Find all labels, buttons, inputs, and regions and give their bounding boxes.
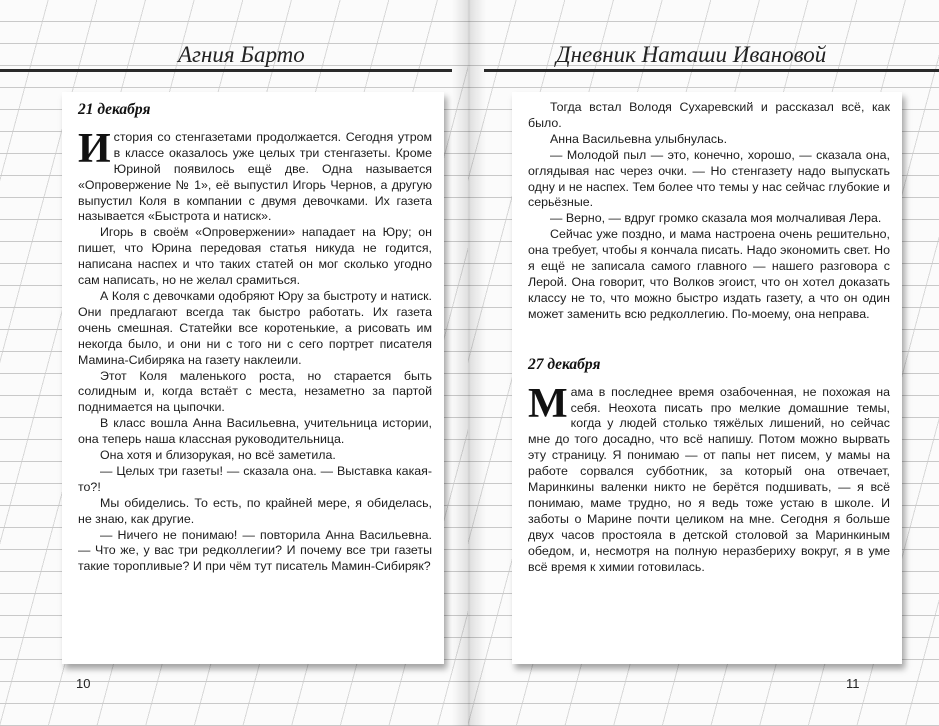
paragraph: — Целых три газеты! — сказала она. — Выставка какая-то?! [78,463,432,494]
header-rule [0,69,452,72]
paragraph: А Коля с девочками одобряют Юру за быстроту и натиск. Они предлагают всегда так быстро работать. Их газета очень смешная. Статейки все коротенькие, а рисовать им некогда было, и они ни с того ни с сего портрет писателя Мамина-Сибиряка на газету наклеили. [78,288,432,367]
paragraph-text: стория со стенгазетами продолжается. Сегодня утром в классе оказалось уже целых три стенгазеты. Кроме Юриной появилось ещё две. Одна называется «Опровержение № 1», её выпустил Игорь Чернов, а другую выпустил Коля в компании с двумя девочками. Их газета называется «Быстрота и натиск». [78,129,432,224]
paragraph [528,380,890,576]
paragraph-text: ама в последнее время озабоченная, не похожая на себя. Неохота писать про мелкие домашние темы, когда у людей столько тяжёлых лишений, но сейчас мне до того досадно, что всё напишу. Потом можно вырвать эту страницу. Я понимаю — от папы нет писем, у мамы на работе сорвался субботник, за который она отвечает, Маринкины валенки никто не берётся подшивать, — я всё понимаю, маме трудно, но я ведь тоже устаю в школе. И заботы о Марине почти целиком на мне. Сегодня я больше двух часов простояла в детской столовой за Маринкиным обедом, и, несмотря на полную неразбериху вокруг, я в уме всё время к химии готовилась. [528,384,890,574]
right-page [468,0,939,726]
paragraph: Мы обиделись. То есть, по крайней мере, я обиделась, не знаю, как другие. [78,495,432,526]
paragraph: — Верно, — вдруг громко сказала моя молчаливая Лера. [550,211,882,226]
header-rule [484,69,939,72]
paragraph: Анна Васильевна улыбнулась. [550,131,728,146]
drop-cap: М [528,380,568,427]
running-head-title: Дневник Наташи Ивановой [556,42,827,67]
left-page [0,0,468,726]
entry-date: 21 декабря [78,101,151,118]
paragraph: В класс вошла Анна Васильевна, учительница истории, она теперь наша классная руководительница. [78,416,432,447]
paragraph: — Ничего не понимаю! — повторила Анна Васильевна. — Что же, у вас три редколлегии? И почему все три газеты такие торопливые? И при чём тут писатель Мамин-Сибиряк? [78,527,432,574]
paragraph [78,125,432,225]
book-gutter [452,0,486,726]
paragraph: — Молодой пыл — это, конечно, хорошо, — сказала она, оглядывая нас через очки. — Но стенгазету надо выпускать одну и не наспех. Тем более что темы у нас сейчас глубокие и серьёзные. [528,147,890,210]
running-head-author: Агния Барто [178,42,305,67]
paragraph: Игорь в своём «Опровержении» нападает на Юру; он пишет, что Юрина передовая статья никуда не годится, написана наспех и что таких статей он мог сколько угодно сам написать, но не желал срамиться. [78,225,432,288]
paragraph: Сейчас уже поздно, и мама настроена очень решительно, она требует, чтобы я кончала писать. Надо экономить свет. Но я ещё не записала самого главного — нашего разговора с Лерой. Она говорит, что Волков эгоист, что он хотел доказать классу не то, что можно быстро издать газету, а что он один может заменить всю редколлегию. По-моему, она неправа. [528,227,890,321]
right-text-box [512,92,902,664]
page-number: 10 [76,676,91,691]
left-text-box [62,92,444,664]
page-number: 11 [846,676,860,691]
paragraph: Тогда встал Володя Сухаревский и рассказал всё, как было. [528,100,890,130]
paragraph: Этот Коля маленького роста, но старается быть солидным и, когда встаёт с места, незаметно за партой поднимается на цыпочки. [78,368,432,415]
paragraph: Она хотя и близорукая, но всё заметила. [100,448,336,463]
drop-cap: И [78,125,111,172]
entry-date: 27 декабря [528,355,601,373]
